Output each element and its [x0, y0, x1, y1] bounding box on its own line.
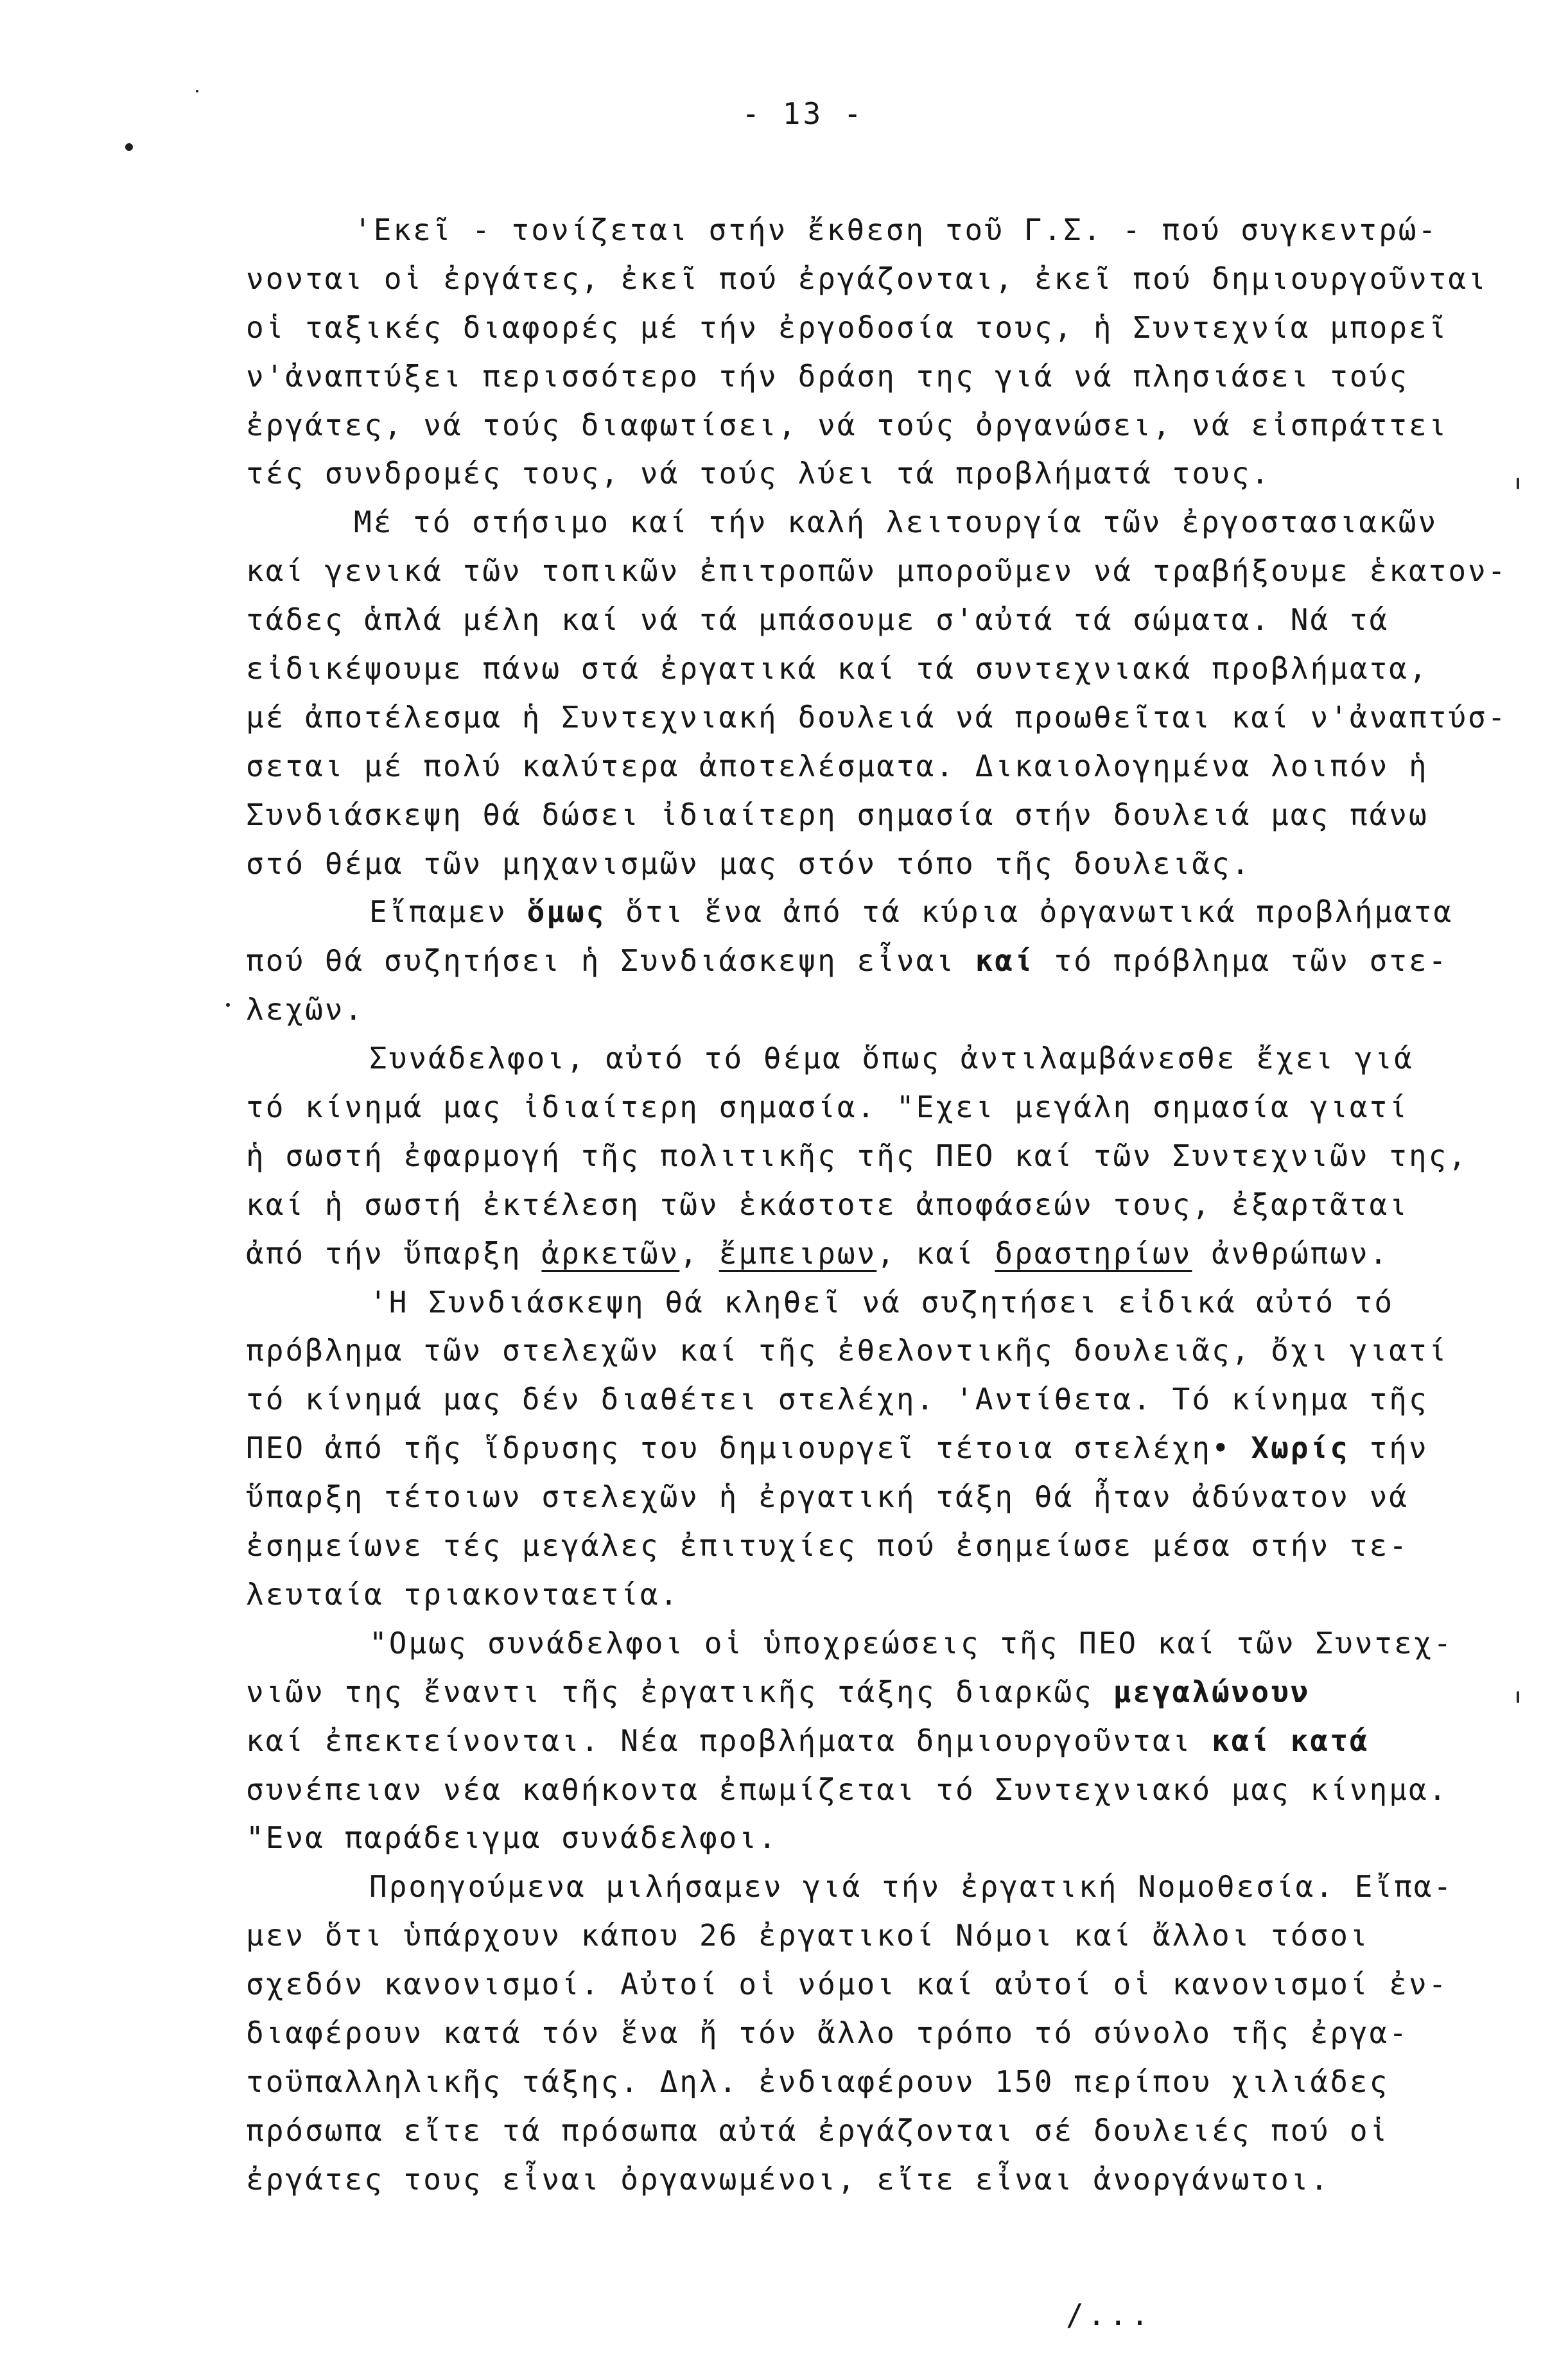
underlined-word: ἀρκετῶν	[541, 1235, 680, 1271]
text-segment: νιῶν της ἔναντι τῆς ἐργατικῆς τάξης διαρκῶς	[246, 1674, 1113, 1709]
emphasized-word: ὅμως	[527, 894, 606, 930]
text-line: καί ἡ σωστή ἐκτέλεση τῶν ἑκάστοτε ἀποφάσεών τους, ἐξαρτᾶται	[246, 1187, 1409, 1222]
text-line: 'Η Συνδιάσκεψη θά κληθεῖ νά συζητήσει εἰδικά αὐτό τό	[369, 1284, 1395, 1320]
text-segment: πού θά συζητήσει ἡ Συνδιάσκεψη εἶναι	[246, 943, 975, 979]
text-line: Μέ τό στήσιμο καί τήν καλή λειτουργία τῶν ἐργοστασιακῶν	[354, 505, 1438, 540]
text-segment: ,	[679, 1235, 719, 1271]
text-line: οἱ ταξικές διαφορές μέ τήν ἐργοδοσία τους, ἡ Συντεχνία μπορεῖ	[246, 309, 1449, 345]
text-segment: τήν	[1349, 1431, 1429, 1466]
text-line: τάδες ἁπλά μέλη καί νά τά μπάσουμε σ'αὐτά τά σώματα. Νά τά	[246, 602, 1389, 638]
text-line: ἐσημείωνε τές μεγάλες ἐπιτυχίες πού ἐσημείωσε μέσα στήν τε-	[246, 1528, 1409, 1564]
text-line: λευταία τριακονταετία.	[246, 1576, 680, 1612]
continuation-mark: /...	[1066, 2297, 1153, 2332]
text-segment: τό πρόβλημα τῶν στε-	[1034, 943, 1449, 979]
text-segment: ὅτι ἕνα ἀπό τά κύρια ὀργανωτικά προβλήματα	[605, 894, 1454, 930]
text-line: νονται οἱ ἐργάτες, ἐκεῖ πού ἐργάζονται, ἐκεῖ πού δημιουργοῦνται	[246, 261, 1488, 296]
text-segment: ἀπό τήν ὕπαρξη	[246, 1235, 542, 1271]
scan-speck	[196, 90, 198, 92]
text-line: καί γενικά τῶν τοπικῶν ἐπιτροπῶν μποροῦμεν νά τραβήξουμε ἑκατον-	[246, 553, 1508, 589]
text-line: ὕπαρξη τέτοιων στελεχῶν ἡ ἐργατική τάξη θά ἦταν ἀδύνατον νά	[246, 1479, 1409, 1515]
text-line: λεχῶν.	[246, 992, 365, 1027]
text-line: τοϋπαλληλικῆς τάξης. Δηλ. ἐνδιαφέρουν 150 περίπου χιλιάδες	[246, 2064, 1389, 2099]
text-line: Συνδιάσκεψη θά δώσει ἰδιαίτερη σημασία στήν δουλειά μας πάνω	[246, 797, 1429, 832]
underlined-word: ἔμπειρων	[719, 1235, 877, 1271]
scan-speck	[125, 143, 133, 151]
text-line	[246, 937, 1530, 986]
text-line: Προηγούμενα μιλήσαμεν γιά τήν ἐργατική Νομοθεσία. Εἴπα-	[369, 1869, 1454, 1904]
text-segment: καί ἐπεκτείνονται. Νέα προβλήματα δημιουργοῦνται	[246, 1723, 1212, 1758]
emphasized-word: καί	[975, 943, 1034, 979]
text-line: εἰδικέψουμε πάνω στά ἐργατικά καί τά συντεχνιακά προβλήματα,	[246, 651, 1429, 686]
page-number: - 13 -	[742, 96, 864, 131]
text-line: τό κίνημά μας ἰδιαίτερη σημασία. "Εχει μεγάλη σημασία γιατί	[246, 1090, 1409, 1125]
text-line: μεν ὅτι ὑπάρχουν κάπου 26 ἐργατικοί Νόμοι καί ἄλλοι τόσοι	[246, 1918, 1370, 1953]
text-line	[246, 888, 1530, 937]
text-line: στό θέμα τῶν μηχανισμῶν μας στόν τόπο τῆς δουλειᾶς.	[246, 846, 1251, 881]
scan-speck	[226, 1003, 230, 1007]
text-line: συνέπειαν νέα καθήκοντα ἐπωμίζεται τό Συντεχνιακό μας κίνημα.	[246, 1772, 1449, 1807]
text-segment: ΠΕΟ ἀπό τῆς ἵδρυσης του δημιουργεῖ τέτοια στελέχη•	[246, 1431, 1251, 1466]
text-line: ἡ σωστή ἐφαρμογή τῆς πολιτικῆς τῆς ΠΕΟ καί τῶν Συντεχνιῶν της,	[246, 1138, 1468, 1173]
text-line: τές συνδρομές τους, νά τούς λύει τά προβλήματά τους.	[246, 456, 1271, 491]
emphasized-word: Χωρίς	[1251, 1431, 1350, 1466]
text-line: "Ομως συνάδελφοι οἱ ὑποχρεώσεις τῆς ΠΕΟ καί τῶν Συντεχ-	[369, 1625, 1454, 1660]
text-line	[246, 1230, 1530, 1278]
text-segment: , καί	[876, 1235, 995, 1271]
text-line: πρόβλημα τῶν στελεχῶν καί τῆς ἐθελοντικῆς δουλειᾶς, ὄχι γιατί	[246, 1333, 1449, 1368]
text-line: ἐργάτες τους εἶναι ὀργανωμένοι, εἴτε εἶναι ἀνοργάνωτοι.	[246, 2161, 1330, 2197]
text-segment: Εἴπαμεν	[369, 894, 527, 930]
document-body	[246, 206, 1530, 2204]
text-line: σχεδόν κανονισμοί. Αὐτοί οἱ νόμοι καί αὐτοί οἱ κανονισμοί ἐν-	[246, 1967, 1449, 2002]
text-line: τό κίνημά μας δέν διαθέτει στελέχη. 'Αντίθετα. Τό κίνημα τῆς	[246, 1382, 1429, 1417]
text-line	[246, 1424, 1530, 1473]
text-line: μέ ἀποτέλεσμα ἡ Συντεχνιακή δουλειά νά προωθεῖται καί ν'ἀναπτύσ-	[246, 699, 1508, 735]
text-line: σεται μέ πολύ καλύτερα ἀποτελέσματα. Δικαιολογημένα λοιπόν ἡ	[246, 748, 1429, 783]
text-segment: ἀνθρώπων.	[1192, 1235, 1389, 1271]
text-line	[246, 1668, 1530, 1717]
emphasized-word: καί κατά	[1212, 1723, 1370, 1758]
text-line: 'Εκεῖ - τονίζεται στήν ἔκθεση τοῦ Γ.Σ. - πού συγκεντρώ-	[354, 213, 1438, 247]
text-line: ἐργάτες, νά τούς διαφωτίσει, νά τούς ὀργανώσει, νά εἰσπράττει	[246, 407, 1449, 442]
text-line: πρόσωπα εἴτε τά πρόσωπα αὐτά ἐργάζονται σέ δουλειές πού οἱ	[246, 2113, 1389, 2148]
text-line: "Ενα παράδειγμα συνάδελφοι.	[246, 1820, 778, 1856]
text-line	[246, 1717, 1530, 1766]
text-line: Συνάδελφοι, αὐτό τό θέμα ὅπως ἀντιλαμβάνεσθε ἔχει γιά	[369, 1041, 1414, 1076]
emphasized-word: μεγαλώνουν	[1113, 1674, 1311, 1709]
underlined-word: δραστηρίων	[995, 1235, 1192, 1271]
text-line: διαφέρουν κατά τόν ἕνα ἤ τόν ἄλλο τρόπο τό σύνολο τῆς ἐργα-	[246, 2015, 1409, 2050]
text-line: ν'ἀναπτύξει περισσότερο τήν δράση της γιά νά πλησιάσει τούς	[246, 358, 1409, 394]
